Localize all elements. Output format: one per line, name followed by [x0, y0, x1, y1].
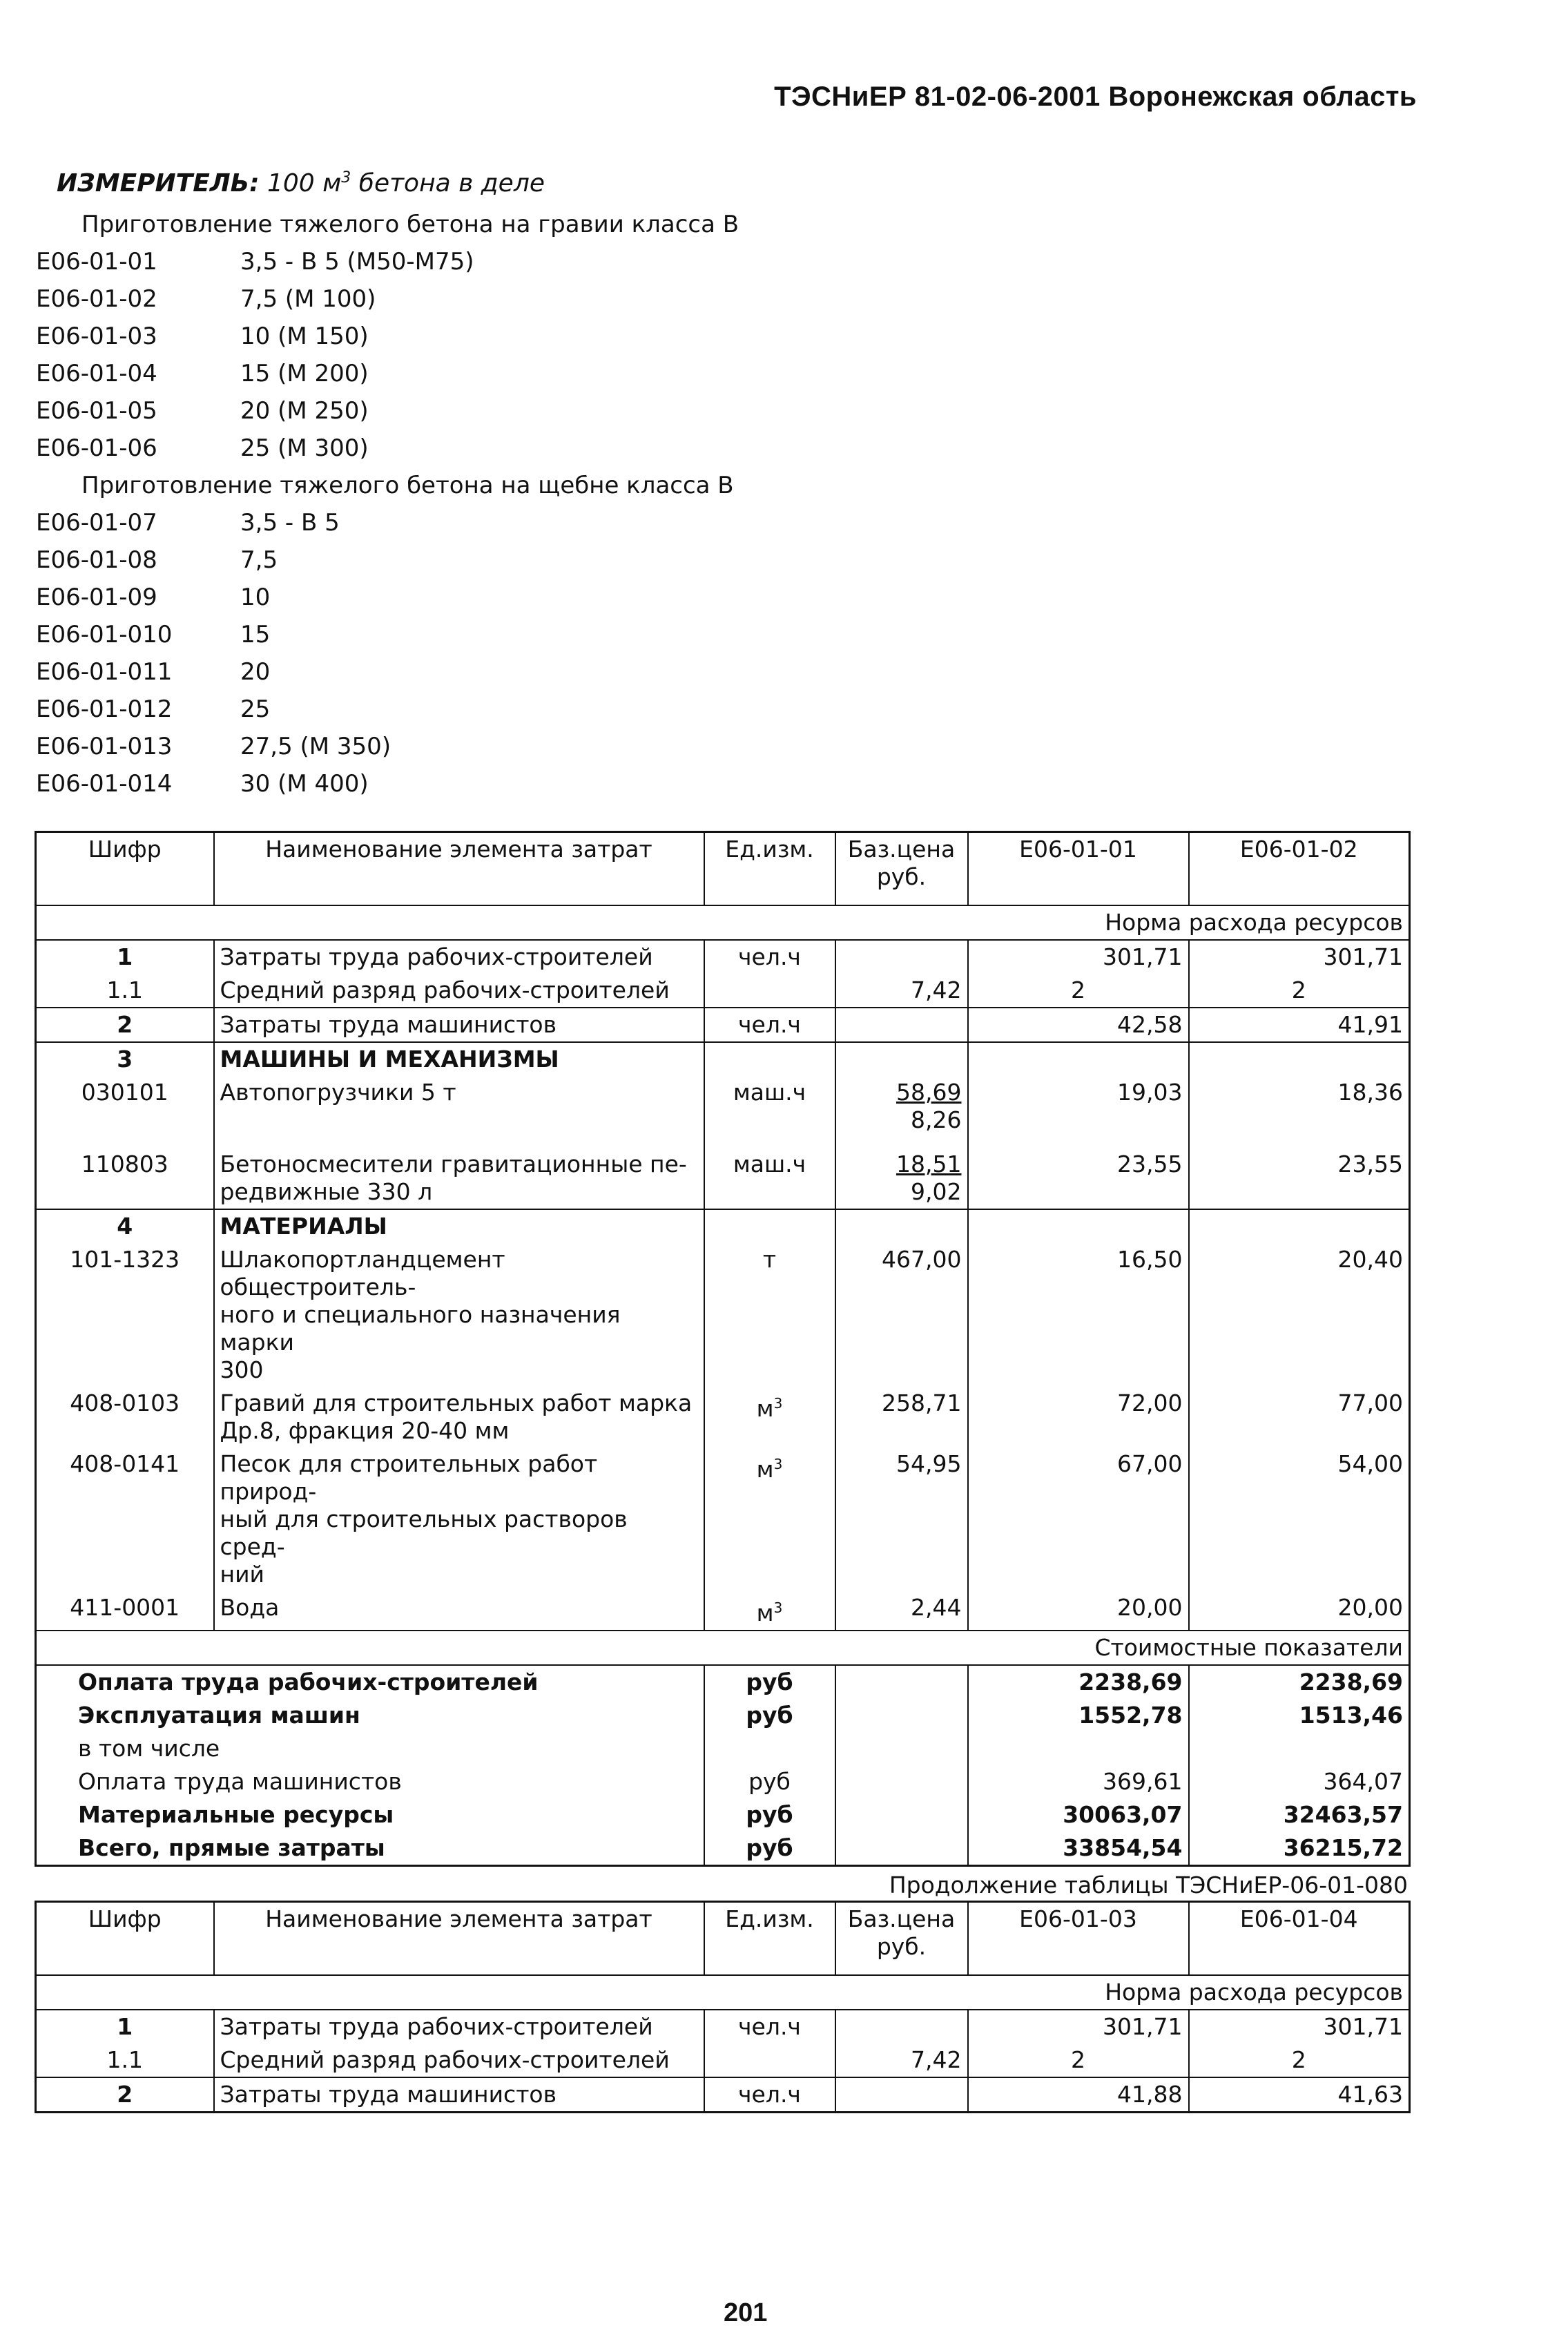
- list-item-desc: 7,5: [240, 546, 278, 574]
- row-code: 408-0141: [36, 1448, 214, 1591]
- cost-unit: руб: [704, 1765, 835, 1798]
- row-price: [835, 940, 968, 974]
- row-name-l1: Песок для строительных работ природ-: [220, 1450, 598, 1505]
- cost-row: [36, 1699, 1410, 1732]
- col-header-name: Наименование элемента затрат: [214, 1902, 704, 1976]
- cost-value-b: 2238,69: [1299, 1669, 1403, 1695]
- row-value-b: 2: [1291, 977, 1306, 1003]
- list-item-desc: 10: [240, 584, 271, 611]
- list-item-code: Е06-01-014: [36, 770, 173, 798]
- cost-name: в том числе: [36, 1732, 704, 1765]
- row-name-l2: Др.8, фракция 20-40 мм: [220, 1417, 510, 1444]
- row-value-a: 42,58: [968, 1008, 1189, 1042]
- list-item: [36, 430, 739, 467]
- row-code: 2: [36, 1008, 214, 1042]
- col-header-code: Шифр: [36, 832, 214, 906]
- row-name: [214, 1148, 704, 1209]
- list-item-code: Е06-01-010: [36, 621, 173, 648]
- row-value-b: 20,00: [1337, 1594, 1403, 1621]
- col-header-price: [835, 1902, 968, 1976]
- col-header-item-b: Е06-01-02: [1189, 832, 1410, 906]
- row-value-a: 72,00: [968, 1387, 1189, 1448]
- list-item: [36, 504, 739, 541]
- table-row: [36, 1591, 1410, 1631]
- row-price: 467,00: [835, 1243, 968, 1387]
- list-item: [36, 728, 739, 765]
- row-name-l3: 300: [220, 1356, 264, 1383]
- row-price: [835, 1008, 968, 1042]
- row-name-l1: Шлакопортландцемент общестроитель-: [220, 1246, 505, 1300]
- row-value-b: 301,71: [1323, 943, 1403, 970]
- row-name-l1: Бетоносмесители гравитационные пе-: [220, 1151, 687, 1177]
- resource-table-1: [35, 831, 1411, 1867]
- row-price-main: 18,51: [896, 1151, 962, 1177]
- list-item: [36, 243, 739, 280]
- list-item-desc: 7,5 (М 100): [240, 285, 376, 313]
- section-row-materials: [36, 1209, 1410, 1243]
- table-row: [36, 1148, 1410, 1209]
- norm-label: Норма расхода ресурсов: [36, 1975, 1410, 2010]
- row-unit: чел.ч: [704, 2077, 835, 2113]
- list-item: [36, 541, 739, 579]
- row-name: [214, 1448, 704, 1591]
- row-price: [835, 1076, 968, 1148]
- row-unit-sup: 3: [773, 1395, 783, 1412]
- cost-unit: руб: [704, 1665, 835, 1699]
- row-code: 3: [36, 1042, 214, 1076]
- col-header-price-l1: Баз.цена: [847, 1905, 956, 1932]
- row-unit-base: м: [756, 1599, 774, 1626]
- cost-value-b: 36215,72: [1283, 1834, 1403, 1861]
- row-unit: [704, 2044, 835, 2077]
- cost-unit: руб: [704, 1831, 835, 1866]
- row-value-b: 77,00: [1337, 1390, 1403, 1416]
- cost-value-b: 32463,57: [1283, 1801, 1403, 1828]
- norm-label: Норма расхода ресурсов: [36, 905, 1410, 940]
- row-unit: чел.ч: [704, 1008, 835, 1042]
- cost-value-a: 33854,54: [968, 1831, 1189, 1866]
- row-code: 2: [36, 2077, 214, 2113]
- col-header-price: [835, 832, 968, 906]
- list-item-desc: 20 (М 250): [240, 397, 369, 425]
- cost-name: Эксплуатация машин: [36, 1699, 704, 1732]
- table-row: [36, 2010, 1410, 2044]
- list-heading-crushed-stone: Приготовление тяжелого бетона на щебне класса В: [81, 472, 734, 499]
- row-code: 1: [36, 2010, 214, 2044]
- row-name: Затраты труда рабочих-строителей: [214, 2010, 704, 2044]
- col-header-name: Наименование элемента затрат: [214, 832, 704, 906]
- table-header-row: [36, 1902, 1410, 1976]
- row-name: Затраты труда рабочих-строителей: [214, 940, 704, 974]
- row-name-l2: ного и специального назначения марки: [220, 1301, 621, 1356]
- row-value-b: 41,63: [1189, 2077, 1410, 2113]
- list-item: [36, 392, 739, 430]
- list-item-code: Е06-01-02: [36, 285, 157, 313]
- table-row: [36, 1008, 1410, 1042]
- row-price: [835, 2077, 968, 2113]
- col-header-unit: Ед.изм.: [704, 1902, 835, 1976]
- list-item-code: Е06-01-09: [36, 584, 157, 611]
- row-name: Вода: [214, 1591, 704, 1631]
- row-unit: маш.ч: [704, 1076, 835, 1148]
- row-code: 110803: [36, 1148, 214, 1209]
- row-value-b: 2: [1291, 2046, 1306, 2073]
- row-unit-sup: 3: [773, 1599, 783, 1616]
- table-row: [36, 2044, 1410, 2077]
- item-list: [36, 206, 739, 802]
- row-value-b: 23,55: [1337, 1151, 1403, 1177]
- row-name-l2: редвижные 330 л: [220, 1178, 433, 1205]
- list-item-desc: 30 (М 400): [240, 770, 369, 798]
- col-header-price-l1: Баз.цена: [847, 836, 956, 863]
- cost-row: [36, 1732, 1410, 1765]
- row-value-a: 67,00: [968, 1448, 1189, 1591]
- list-item-code: Е06-01-08: [36, 546, 157, 574]
- row-value-a: 2: [968, 974, 1189, 1008]
- row-name: Средний разряд рабочих-строителей: [214, 974, 704, 1008]
- col-header-price-l2: руб.: [876, 863, 927, 890]
- row-price: 7,42: [835, 2044, 968, 2077]
- list-item-code: Е06-01-06: [36, 434, 157, 462]
- row-name: Затраты труда машинистов: [214, 2077, 704, 2113]
- list-heading-gravel: Приготовление тяжелого бетона на гравии класса В: [81, 211, 739, 238]
- row-name: МАШИНЫ И МЕХАНИЗМЫ: [214, 1042, 704, 1076]
- resource-table-2: [35, 1901, 1411, 2113]
- meter-sup: 3: [341, 169, 351, 186]
- row-unit-sup: 3: [773, 1456, 783, 1472]
- cost-unit: руб: [704, 1699, 835, 1732]
- cost-value-a: 2238,69: [968, 1665, 1189, 1699]
- list-item-desc: 25: [240, 695, 271, 723]
- list-item-desc: 25 (М 300): [240, 434, 369, 462]
- col-header-item-b: Е06-01-04: [1189, 1902, 1410, 1976]
- document-header: ТЭСНиЕР 81-02-06-2001 Воронежская область: [774, 81, 1417, 112]
- list-item-desc: 27,5 (М 350): [240, 733, 391, 760]
- row-price: [835, 1148, 968, 1209]
- cost-name: Материальные ресурсы: [36, 1798, 704, 1831]
- cost-value-b: 364,07: [1323, 1768, 1403, 1795]
- cost-unit: руб: [704, 1798, 835, 1831]
- row-value-a: 20,00: [968, 1591, 1189, 1631]
- list-item-desc: 15: [240, 621, 271, 648]
- list-item-desc: 20: [240, 658, 271, 686]
- list-item: [36, 765, 739, 802]
- row-unit-base: м: [756, 1395, 774, 1422]
- row-price-labor: 9,02: [911, 1178, 962, 1205]
- list-item-code: Е06-01-012: [36, 695, 173, 723]
- row-value-a: 16,50: [968, 1243, 1189, 1387]
- row-price: 54,95: [835, 1448, 968, 1591]
- row-unit: [704, 1591, 835, 1631]
- cost-name: Всего, прямые затраты: [36, 1831, 704, 1866]
- row-price-labor: 8,26: [911, 1106, 962, 1133]
- list-item-code: Е06-01-05: [36, 397, 157, 425]
- cost-label-row: [36, 1631, 1410, 1665]
- list-item: [36, 355, 739, 392]
- row-code: 4: [36, 1209, 214, 1243]
- cost-name: Оплата труда машинистов: [36, 1765, 704, 1798]
- row-price-main: 58,69: [896, 1079, 962, 1106]
- row-name: МАТЕРИАЛЫ: [214, 1209, 704, 1243]
- page-number: 201: [724, 2298, 768, 2327]
- row-code: 408-0103: [36, 1387, 214, 1448]
- row-name: [214, 1243, 704, 1387]
- cost-row: [36, 1798, 1410, 1831]
- col-header-price-l2: руб.: [876, 1933, 927, 1960]
- row-value-a: 19,03: [968, 1076, 1189, 1148]
- list-item-desc: 10 (М 150): [240, 323, 369, 350]
- list-item: [36, 280, 739, 318]
- list-item-code: Е06-01-04: [36, 360, 157, 387]
- col-header-code: Шифр: [36, 1902, 214, 1976]
- row-code: 1.1: [36, 2044, 214, 2077]
- list-item-code: Е06-01-07: [36, 509, 157, 537]
- table-row: [36, 1387, 1410, 1448]
- table-row: [36, 1076, 1410, 1148]
- cost-name: Оплата труда рабочих-строителей: [36, 1665, 704, 1699]
- row-unit: маш.ч: [704, 1148, 835, 1209]
- row-unit: чел.ч: [704, 2010, 835, 2044]
- col-header-item-a: Е06-01-01: [968, 832, 1189, 906]
- row-name: Средний разряд рабочих-строителей: [214, 2044, 704, 2077]
- norm-label-row: [36, 905, 1410, 940]
- table-row: [36, 940, 1410, 974]
- meter-label: ИЗМЕРИТЕЛЬ:: [57, 169, 260, 198]
- list-item-code: Е06-01-013: [36, 733, 173, 760]
- norm-label-row: [36, 1975, 1410, 2010]
- row-unit: [704, 974, 835, 1008]
- cost-row: [36, 1665, 1410, 1699]
- row-unit: [704, 1448, 835, 1591]
- row-value-a: 301,71: [968, 2010, 1189, 2044]
- table-row: [36, 974, 1410, 1008]
- cost-value-a: 369,61: [968, 1765, 1189, 1798]
- table-row: [36, 1243, 1410, 1387]
- cost-value-a: 1552,78: [968, 1699, 1189, 1732]
- col-header-unit: Ед.изм.: [704, 832, 835, 906]
- row-unit: т: [704, 1243, 835, 1387]
- row-value-b: 54,00: [1337, 1450, 1403, 1477]
- row-code: 1.1: [36, 974, 214, 1008]
- row-code: 030101: [36, 1076, 214, 1148]
- cost-value-b: 1513,46: [1299, 1702, 1403, 1729]
- col-header-item-a: Е06-01-03: [968, 1902, 1189, 1976]
- list-item-code: Е06-01-011: [36, 658, 173, 686]
- row-name: Автопогрузчики 5 т: [214, 1076, 704, 1148]
- cost-row: [36, 1765, 1410, 1798]
- meter-text-post: бетона в деле: [351, 169, 545, 198]
- row-unit-base: м: [756, 1456, 774, 1483]
- row-value-b: 41,91: [1189, 1008, 1410, 1042]
- list-item: [36, 616, 739, 653]
- row-code: 1: [36, 940, 214, 974]
- list-item-desc: 3,5 - В 5 (М50-М75): [240, 248, 474, 276]
- list-item-desc: 15 (М 200): [240, 360, 369, 387]
- row-unit: [704, 1387, 835, 1448]
- list-item: [36, 653, 739, 691]
- list-item: [36, 318, 739, 355]
- row-name: Затраты труда машинистов: [214, 1008, 704, 1042]
- list-item: [36, 579, 739, 616]
- continuation-caption: Продолжение таблицы ТЭСНиЕР-06-01-080: [889, 1872, 1408, 1898]
- cost-value-a: 30063,07: [968, 1798, 1189, 1831]
- section-row-machines: [36, 1042, 1410, 1076]
- row-value-b: 301,71: [1323, 2013, 1403, 2040]
- row-price: 258,71: [835, 1387, 968, 1448]
- row-name-l1: Гравий для строительных работ марка: [220, 1390, 693, 1416]
- list-item-code: Е06-01-03: [36, 323, 157, 350]
- list-item-code: Е06-01-01: [36, 248, 157, 276]
- row-value-a: 23,55: [968, 1148, 1189, 1209]
- row-value-a: 41,88: [968, 2077, 1189, 2113]
- row-value-b: 18,36: [1337, 1079, 1403, 1106]
- row-value-b: 20,40: [1337, 1246, 1403, 1273]
- row-price: 2,44: [835, 1591, 968, 1631]
- cost-row: [36, 1831, 1410, 1866]
- row-code: 411-0001: [36, 1591, 214, 1631]
- table-row: [36, 1448, 1410, 1591]
- table-row: [36, 2077, 1410, 2113]
- meter-text-pre: 100 м: [259, 169, 342, 198]
- row-value-a: 2: [968, 2044, 1189, 2077]
- row-unit: чел.ч: [704, 940, 835, 974]
- row-name: [214, 1387, 704, 1448]
- row-price: 7,42: [835, 974, 968, 1008]
- table-header-row: [36, 832, 1410, 906]
- list-item: [36, 691, 739, 728]
- row-code: 101-1323: [36, 1243, 214, 1387]
- cost-label: Стоимостные показатели: [36, 1631, 1410, 1665]
- row-value-a: 301,71: [968, 940, 1189, 974]
- measurement-unit: [57, 169, 545, 198]
- list-item-desc: 3,5 - В 5: [240, 509, 340, 537]
- row-name-l3: ний: [220, 1561, 264, 1588]
- row-price: [835, 2010, 968, 2044]
- row-name-l2: ный для строительных растворов сред-: [220, 1506, 628, 1560]
